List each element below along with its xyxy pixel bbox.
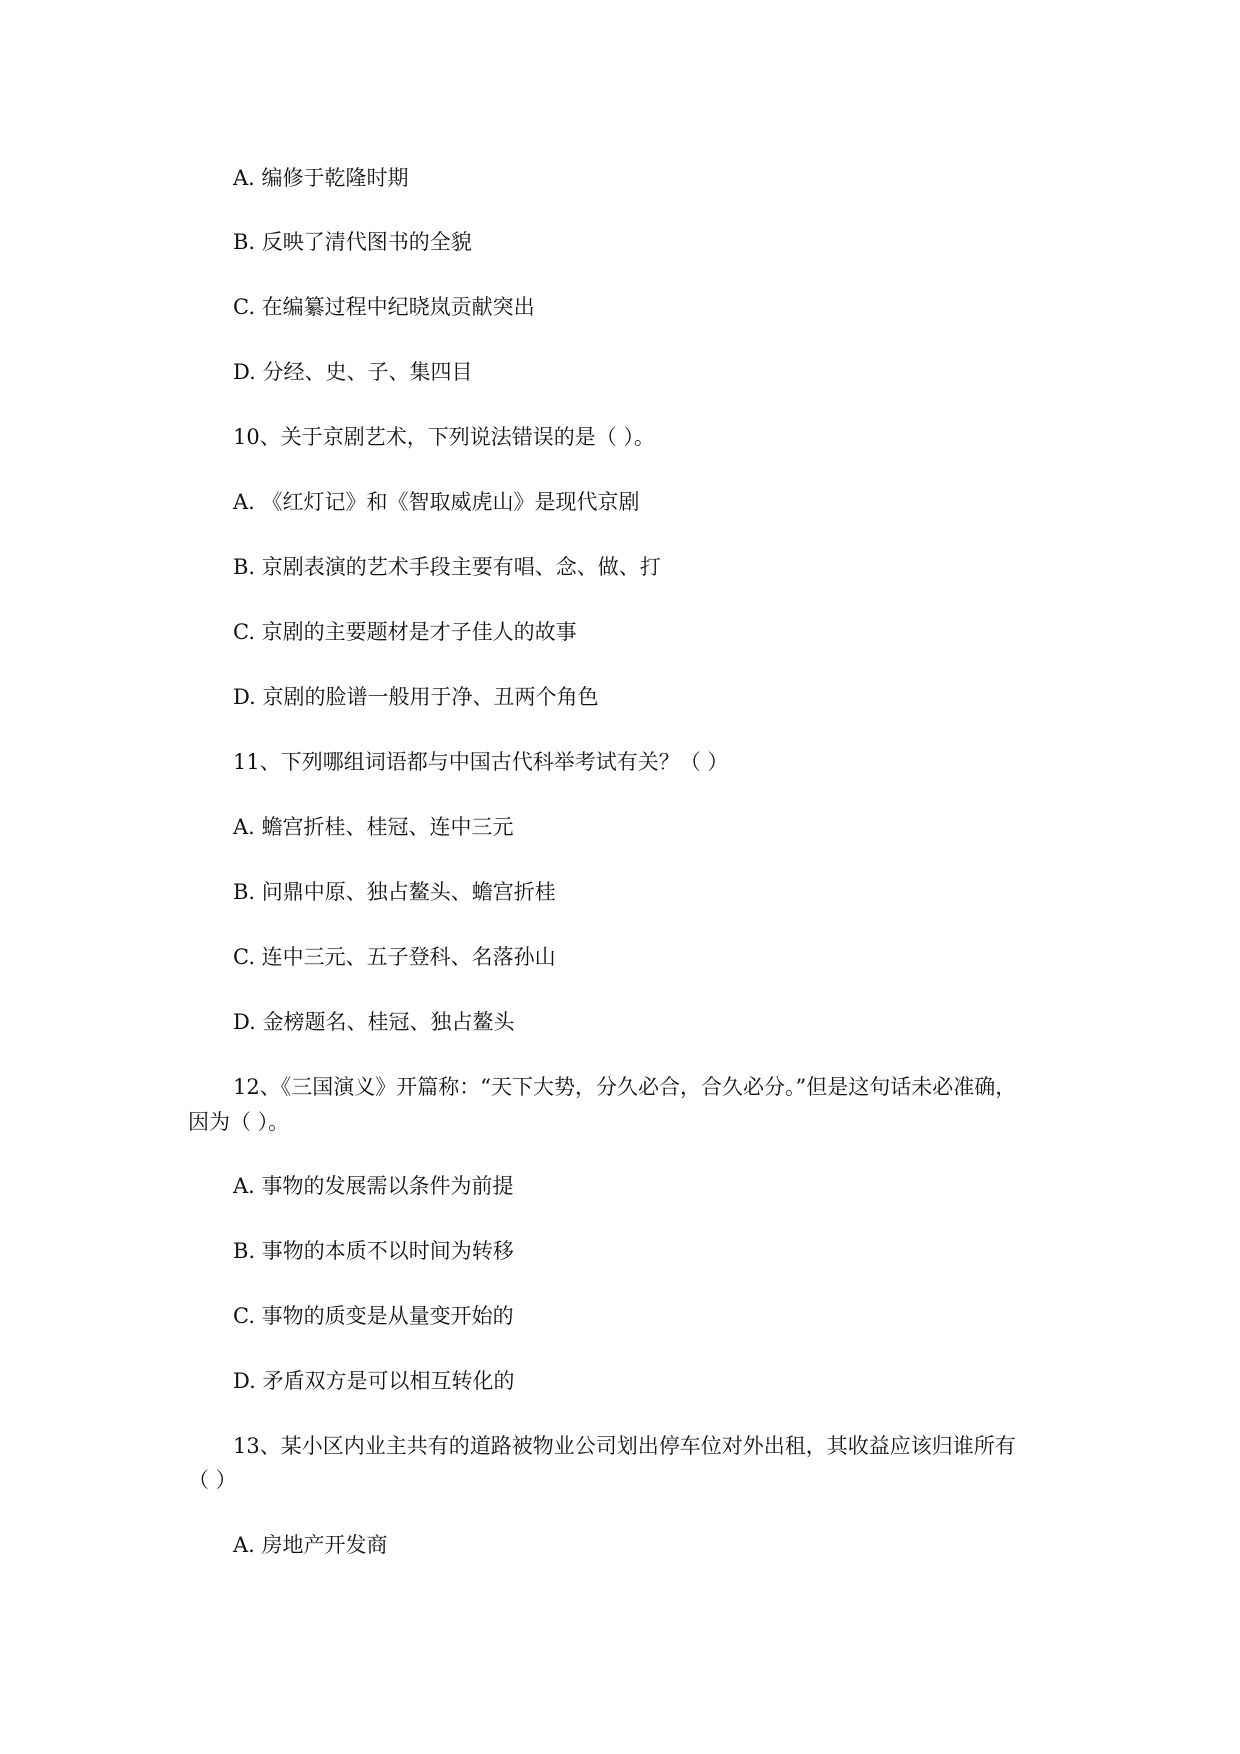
q11-stem: 11、下列哪组词语都与中国古代科举考试有关？（ ）: [233, 750, 729, 774]
q11-option-c: C. 连中三元、五子登科、名落孙山: [233, 945, 556, 969]
q12-stem-line1: 12、《三国演义》开篇称：“天下大势，分久必合，合久必分。”但是这句话未必准确，: [233, 1075, 1017, 1099]
q10-option-b: B. 京剧表演的艺术手段主要有唱、念、做、打: [233, 555, 661, 579]
q9-option-b: B. 反映了清代图书的全貌: [233, 230, 472, 254]
q12-stem-line2: 因为（ ）。: [188, 1110, 290, 1134]
q11-option-d: D. 金榜题名、桂冠、独占鳌头: [233, 1010, 515, 1034]
q10-stem: 10、关于京剧艺术，下列说法错误的是（ ）。: [233, 425, 655, 449]
q13-stem-line2: （ ）: [188, 1468, 237, 1492]
q9-option-d: D. 分经、史、子、集四目: [233, 360, 473, 384]
q13-option-a: A. 房地产开发商: [233, 1533, 388, 1557]
q11-option-a: A. 蟾宫折桂、桂冠、连中三元: [233, 815, 514, 839]
q12-option-a: A. 事物的发展需以条件为前提: [233, 1174, 514, 1198]
q12-option-d: D. 矛盾双方是可以相互转化的: [233, 1369, 515, 1393]
q12-option-c: C. 事物的质变是从量变开始的: [233, 1304, 514, 1328]
q10-option-c: C. 京剧的主要题材是才子佳人的故事: [233, 620, 577, 644]
q10-option-a: A. 《红灯记》和《智取威虎山》是现代京剧: [233, 490, 640, 514]
q12-option-b: B. 事物的本质不以时间为转移: [233, 1239, 514, 1263]
q11-option-b: B. 问鼎中原、独占鳌头、蟾宫折桂: [233, 880, 556, 904]
q9-option-a: A. 编修于乾隆时期: [233, 166, 409, 190]
q9-option-c: C. 在编纂过程中纪晓岚贡献突出: [233, 295, 535, 319]
q13-stem-line1: 13、某小区内业主共有的道路被物业公司划出停车位对外出租，其收益应该归谁所有: [233, 1434, 1016, 1458]
q10-option-d: D. 京剧的脸谱一般用于净、丑两个角色: [233, 685, 599, 709]
